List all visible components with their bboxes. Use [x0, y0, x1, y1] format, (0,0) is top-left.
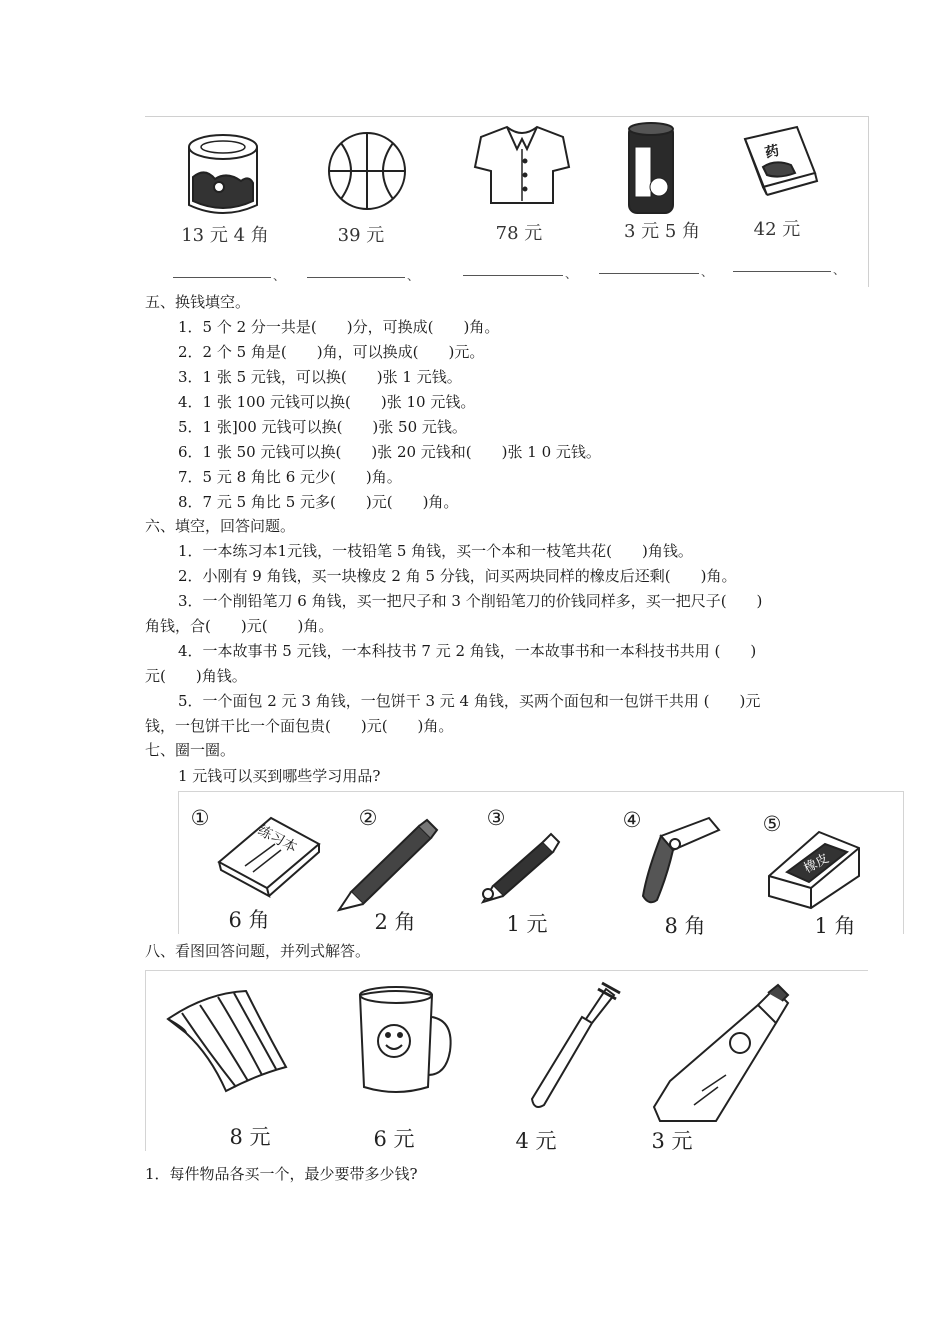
canned-food-icon	[189, 135, 257, 213]
pencil-sharpener-icon	[643, 818, 719, 902]
section-6-question-1: 1．一本练习本1元钱，一枝铅笔 5 角钱，买一个本和一枝笔共花( )角钱。	[178, 542, 693, 560]
blank-separator-4: 、	[701, 265, 714, 279]
answer-blank-3[interactable]	[463, 275, 563, 276]
section-6-question-2: 2．小刚有 9 角钱，买一块橡皮 2 角 5 分钱，问买两块同样的橡皮后还剩( )角。	[178, 567, 737, 585]
pen-icon	[483, 834, 559, 902]
item-number-5: ⑤	[762, 812, 782, 836]
section-7-title: 七、圈一圈。	[145, 741, 236, 759]
pencil-icon	[339, 820, 437, 910]
price-label-tea-can: 3 元 5 角	[623, 221, 701, 242]
school-supplies-panel	[178, 791, 904, 938]
section-6-question-4: 4．一本故事书 5 元钱，一本科技书 7 元 2 角钱，一本故事书和一本科技书共用 ( )	[178, 642, 757, 660]
price-label-towel: 8 元	[229, 1125, 271, 1149]
section-5-question-5: 5．1 张]00 元钱可以换( )张 50 元钱。	[178, 418, 467, 436]
price-label-mug: 6 元	[373, 1127, 415, 1151]
section-5-question-3: 3．1 张 5 元钱，可以换( )张 1 元钱。	[178, 368, 462, 386]
section-6-question-3: 3．一个削铅笔刀 6 角钱，买一把尺子和 3 个削铅笔刀的价钱同样多，买一把尺子( )	[178, 592, 763, 610]
section-5-question-6: 6．1 张 50 元钱可以换( )张 20 元钱和( )张 1 0 元钱。	[178, 443, 601, 461]
section-8-question-1: 1．每件物品各买一个，最少要带多少钱?	[145, 1165, 418, 1183]
section-5-question-7: 7．5 元 8 角比 6 元少( )角。	[178, 468, 402, 486]
tea-can-icon	[629, 123, 673, 213]
basketball-icon	[329, 133, 405, 209]
price-label-canned-food: 13 元 4 角	[181, 225, 269, 246]
section-5-question-1: 1．5 个 2 分一共是( )分，可换成( )角。	[178, 318, 500, 336]
section-8-title: 八、看图回答问题，并列式解答。	[145, 942, 371, 960]
section-5-title: 五、换钱填空。	[145, 293, 251, 311]
section-6-question-3-cont: 角钱，合( )元( )角。	[145, 617, 334, 635]
price-label-medicine-box: 42 元	[753, 219, 801, 240]
towel-icon	[168, 991, 286, 1091]
price-label-eraser: 1 角	[814, 914, 856, 938]
toothpaste-icon	[654, 985, 788, 1121]
medicine-box-text: 药	[763, 142, 781, 162]
section-7-question: 1 元钱可以买到哪些学习用品?	[178, 767, 381, 785]
price-label-toothbrush: 4 元	[515, 1129, 557, 1153]
blank-separator-1: 、	[273, 269, 286, 283]
price-label-pencil: 2 角	[374, 910, 416, 934]
section-5-question-4: 4．1 张 100 元钱可以换( )张 10 元钱。	[178, 393, 476, 411]
section-6-question-5: 5．一个面包 2 元 3 角钱，一包饼干 3 元 4 角钱，买两个面包和一包饼干共用 ( )元	[178, 692, 761, 710]
section-5-question-2: 2．2 个 5 角是( )角，可以换成( )元。	[178, 343, 485, 361]
blank-separator-3: 、	[565, 267, 578, 281]
item-number-4: ④	[622, 808, 642, 832]
medicine-box-icon	[745, 127, 817, 195]
item-number-3: ③	[486, 806, 506, 830]
answer-blank-2[interactable]	[307, 277, 405, 278]
price-label-shirt: 78 元	[495, 223, 543, 244]
section-6-question-4-cont: 元( )角钱。	[145, 667, 247, 685]
item-number-2: ②	[358, 806, 378, 830]
exercise-book-text: 练习本	[254, 822, 300, 857]
price-label-toothpaste: 3 元	[651, 1129, 693, 1153]
goods-price-panel	[145, 116, 869, 287]
answer-blank-5[interactable]	[733, 271, 831, 272]
daily-goods-panel	[145, 970, 868, 1151]
toothbrush-icon	[532, 983, 620, 1107]
shirt-icon	[475, 127, 569, 203]
answer-blank-1[interactable]	[173, 277, 271, 278]
price-label-basketball: 39 元	[337, 225, 385, 246]
answer-blank-4[interactable]	[599, 273, 699, 274]
price-label-pen: 1 元	[506, 912, 548, 936]
item-number-1: ①	[190, 806, 210, 830]
section-6-title: 六、填空，回答问题。	[145, 517, 296, 535]
eraser-text: 橡皮	[801, 851, 832, 877]
mug-icon	[360, 987, 451, 1092]
blank-separator-5: 、	[833, 263, 846, 277]
blank-separator-2: 、	[407, 269, 420, 283]
section-5-question-8: 8．7 元 5 角比 5 元多( )元( )角。	[178, 493, 459, 511]
price-label-exercise-book: 6 角	[228, 908, 270, 932]
price-label-sharpener: 8 角	[664, 914, 706, 938]
section-6-question-5-cont: 钱，一包饼干比一个面包贵( )元( )角。	[145, 717, 454, 735]
